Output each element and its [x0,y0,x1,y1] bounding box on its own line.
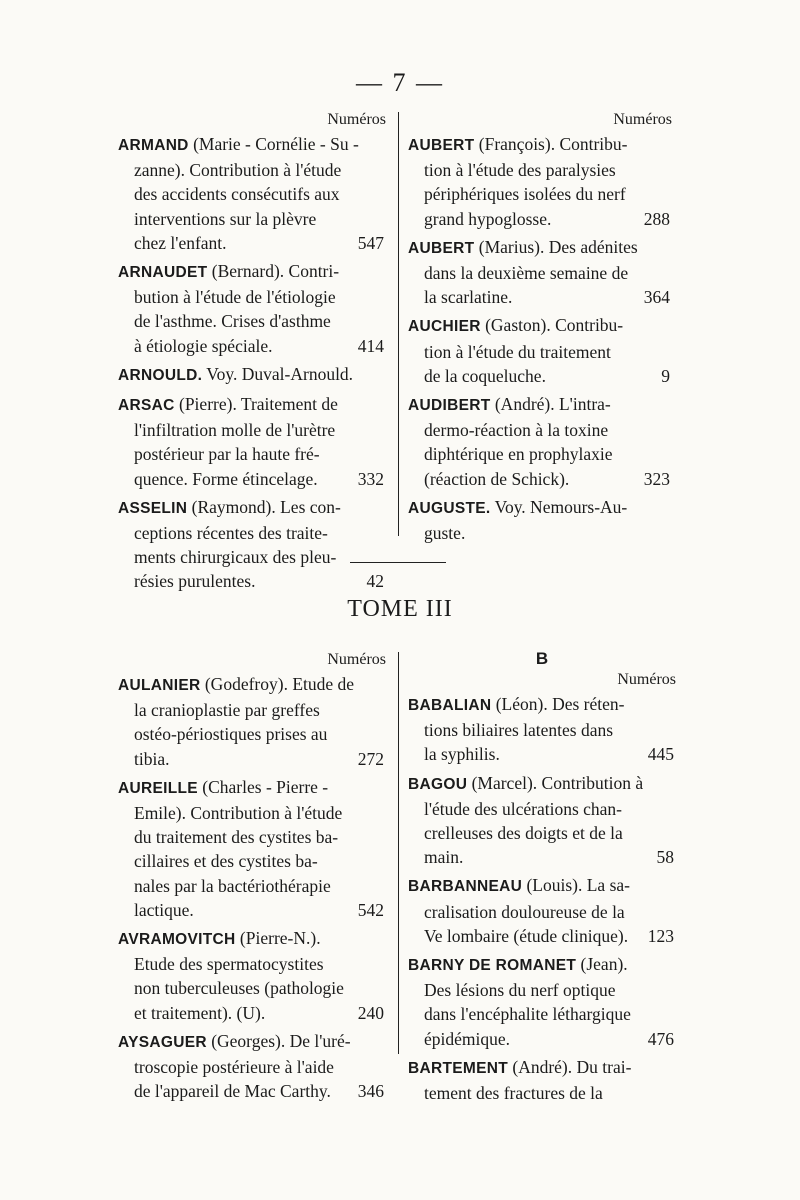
index-entry [408,313,672,388]
entry-text-fragment: quence. Forme étincelage. [134,468,318,489]
entry-line [408,285,672,309]
entry-text-fragment: la cranioplastie par greffes [134,700,320,721]
entry-text-fragment: (André). Du trai- [512,1056,632,1077]
page-number: — 7 — [356,68,444,97]
entry-text [424,285,512,309]
section-letter: B [535,649,549,668]
entry-text-fragment: de l'asthme. Crises d'asthme [134,311,331,332]
entry-text [134,184,340,204]
entry-text [408,497,627,517]
thesis-number: 288 [643,208,670,229]
entry-text-fragment: de l'appareil de Mac Carthy. [134,1081,331,1102]
entry-text [134,827,338,847]
author-name: BAGOU [408,775,468,793]
entry-line [118,392,386,418]
column-header: Numéros [327,651,386,668]
entry-text [134,209,316,229]
entry-text [424,980,616,1000]
entry-text [118,928,321,948]
entry-text [424,845,463,869]
entry-text [424,720,613,740]
entry-text-fragment: bution à l'étude de l'étiologie [134,287,336,308]
entry-text-fragment: (Bernard). Contri- [211,261,340,282]
entry-line [408,742,676,766]
entry-text-fragment: tion à l'étude du traitement [424,341,611,362]
entry-text-fragment: ments chirurgicaux des pleu- [134,547,337,568]
entry-text [118,261,339,281]
entry-text-fragment: dans l'encéphalite léthargique [424,1004,631,1025]
entry-text [424,1081,603,1105]
entry-line [118,698,386,722]
entry-text [408,134,628,154]
entry-line [408,952,676,978]
entry-line [408,1055,676,1081]
entry-text-fragment: (Charles - Pierre - [202,776,329,797]
entry-text-fragment: dermo-réaction à la toxine [424,420,609,441]
entry-text-fragment: périphériques isolées du nerf [424,184,626,205]
entry-line [408,692,676,718]
index-entry [118,362,386,388]
entry-line [118,825,386,849]
entry-line [408,340,672,364]
top-column-divider [398,112,399,536]
index-entry [408,1055,676,1105]
entry-text [134,287,336,307]
entry-text-fragment: Etude des spermatocystites [134,954,324,975]
entry-line [118,182,386,206]
entry-text [118,134,359,154]
entry-text [424,420,608,440]
entry-line [408,158,672,182]
thesis-number: 445 [647,744,674,765]
entry-line [118,569,386,593]
entry-text [424,742,500,766]
entry-text [408,394,611,414]
entry-text-fragment: l'infiltration molle de l'urètre [134,420,336,441]
thesis-number: 332 [357,468,384,489]
section-rule [350,562,446,563]
entry-line [118,467,386,491]
entry-text [424,263,628,283]
entry-line [118,952,386,976]
column-header: Numéros [613,111,672,128]
author-name: ARSAC [118,397,175,415]
entry-text-fragment: crelleuses des doigts et de la [424,823,623,844]
entry-text [424,467,569,491]
thesis-number: 414 [357,335,384,356]
entry-text [408,315,623,335]
entry-text [134,569,256,593]
author-name: ASSELIN [118,499,188,517]
entry-line [118,747,386,771]
thesis-number: 42 [366,571,384,592]
entry-text-fragment: (Louis). La sa- [526,875,630,896]
entry-text-fragment: (Léon). Des réten- [495,694,625,714]
author-name: BARNY DE ROMANET [408,957,577,975]
index-entry [408,952,676,1051]
entry-text-fragment: (Marcel). Contribution à [471,772,644,793]
index-entry [118,775,386,922]
entry-text-fragment: ceptions récentes des traite- [134,523,328,544]
column-header: Numéros [617,671,676,688]
entry-line [118,231,386,255]
entry-line [408,1081,676,1105]
entry-line [118,132,386,158]
top-left-column [118,110,386,598]
entry-text-fragment: tibia. [134,748,170,769]
entry-line [118,1055,386,1079]
entry-text-fragment: (Pierre). Traitement de [179,394,338,415]
entry-text [134,898,194,922]
entry-line [118,418,386,442]
author-name: BARTEMENT [408,1059,508,1077]
entry-text-fragment: (Marie - Cornélie - Su - [193,134,359,154]
entry-line [118,874,386,898]
entry-line [118,334,386,358]
entry-text-fragment: Emile). Contribution à l'étude [134,803,343,824]
entry-text [424,1027,510,1051]
entry-text [134,851,318,871]
entry-text-fragment: à étiologie spéciale. [134,335,273,356]
author-name: ARNOULD. [118,366,203,384]
entry-line [118,259,386,285]
entry-text [118,674,354,694]
entry-text [424,342,611,362]
entry-line [118,1079,386,1103]
entry-line [408,1002,676,1026]
entry-line [408,364,672,388]
entry-text-fragment: de la coqueluche. [424,365,546,386]
entry-text-fragment: la scarlatine. [424,287,513,308]
thesis-number: 476 [647,1028,674,1049]
index-entry [118,132,386,255]
entry-text [134,1001,265,1025]
entry-text [424,160,616,180]
entry-text [424,184,626,204]
entry-text [134,523,328,543]
entry-text [134,311,331,331]
entry-line [118,849,386,873]
entry-text [134,747,169,771]
entry-text [408,875,630,895]
entry-text-fragment: dans la deuxième semaine de [424,263,629,284]
entry-line [408,821,676,845]
index-entry [118,392,386,491]
entry-text [134,954,324,974]
index-entry [408,392,672,491]
entry-text-fragment: main. [424,847,464,868]
entry-text-fragment: lactique. [134,899,194,920]
entry-text [134,231,227,255]
entry-line [408,207,672,231]
author-name: AYSAGUER [118,1033,207,1051]
thesis-number: 323 [643,468,670,489]
entry-text [118,1031,351,1051]
entry-text [424,1004,631,1024]
author-name: BARBANNEAU [408,878,523,896]
entry-text [424,444,613,464]
entry-text [134,876,331,896]
index-entry [118,672,386,771]
entry-text [424,521,465,545]
entry-text [134,547,336,567]
entry-line [118,801,386,825]
entry-text-fragment: tement des fractures de la [424,1083,603,1104]
bottom-column-divider [398,652,399,1054]
entry-text-fragment: et traitement). (U). [134,1002,266,1023]
entry-text-fragment: guste. [424,523,466,544]
entry-line [408,442,672,466]
entry-line [118,285,386,309]
index-entry [408,495,672,545]
entry-text [424,902,625,922]
entry-text-fragment: du traitement des cystites ba- [134,827,339,848]
entry-text-fragment: (Raymond). Les con- [191,496,341,517]
entry-text-fragment: la syphilis. [424,744,500,765]
author-name: ARNAUDET [118,264,208,282]
entry-line [118,1001,386,1025]
entry-text-fragment: (Marius). Des adénites [478,236,638,257]
entry-line [118,545,386,569]
entry-line [118,672,386,698]
entry-text [424,799,622,819]
entry-line [408,313,672,339]
entry-text-fragment: (Georges). De l'uré- [211,1030,351,1051]
entry-line [408,418,672,442]
author-name: AUBERT [408,137,475,154]
entry-line [118,442,386,466]
entry-text [424,924,628,948]
top-right-column [408,110,672,549]
entry-line [408,845,676,869]
author-name: AVRAMOVITCH [118,931,236,949]
entry-text-fragment: (Gaston). Contribu- [485,315,624,336]
entry-text [118,777,328,797]
entry-line [408,718,676,742]
entry-text-fragment: non tuberculeuses (pathologie [134,978,344,999]
entry-text [424,364,546,388]
entry-text-fragment: (réaction de Schick). [424,468,570,489]
entry-line [408,467,672,491]
entry-line [408,521,672,545]
entry-text [134,724,327,744]
entry-text-fragment: des accidents consécutifs aux [134,184,340,205]
entry-text [118,362,353,388]
entry-line [408,495,672,521]
entry-text [134,1057,334,1077]
entry-line [408,261,672,285]
entry-text-fragment: (Jean). [580,954,628,975]
entry-line [408,978,676,1002]
entry-line [408,182,672,206]
index-entry [118,259,386,358]
entry-text [408,773,643,793]
entry-line [118,309,386,333]
entry-text [424,823,623,843]
entry-line [118,158,386,182]
bottom-right-column [408,648,676,1109]
entry-text [134,160,341,180]
thesis-number: 9 [661,365,670,386]
thesis-number: 123 [647,925,674,946]
index-entry [118,926,386,1025]
entry-line [118,722,386,746]
entry-text-fragment: ostéo-périostiques prises au [134,724,328,745]
entry-text-fragment: chez l'enfant. [134,232,227,253]
author-name: AUGUSTE. [408,499,491,517]
entry-text [424,207,551,231]
entry-text-fragment: grand hypoglosse. [424,208,552,229]
entry-line [118,976,386,1000]
thesis-number: 240 [357,1002,384,1023]
index-entry [408,235,672,310]
entry-text [118,497,341,517]
entry-line [408,771,676,797]
entry-text-fragment: postérieur par la haute fré- [134,444,320,465]
entry-line [408,900,676,924]
author-name: AUREILLE [118,779,198,797]
author-name: AUDIBERT [408,397,491,415]
entry-text [408,237,638,257]
author-name: ARMAND [118,137,189,154]
entry-line [408,235,672,261]
author-name: AUBERT [408,239,475,257]
entry-text-fragment: (François). Contribu- [478,134,628,154]
entry-text [408,954,628,974]
entry-text-fragment: (Godefroy). Etude de [204,674,355,694]
entry-text [134,700,320,720]
entry-text-fragment: Voy. Nemours-Au- [494,496,628,517]
entry-line [408,924,676,948]
entry-text-fragment: diphtérique en prophylaxie [424,444,613,465]
entry-text [134,1079,331,1103]
index-entry [408,873,676,948]
entry-text-fragment: interventions sur la plèvre [134,208,317,229]
entry-line [408,797,676,821]
entry-text [408,1057,631,1077]
entry-text-fragment: cralisation douloureuse de la [424,901,625,922]
index-entry [118,495,386,594]
entry-text [134,444,320,464]
entry-text-fragment: (André). L'intra- [494,394,611,415]
author-name: AULANIER [118,677,201,694]
entry-text-fragment: Ve lombaire (étude clinique). [424,925,629,946]
entry-text [134,334,272,358]
entry-text-fragment: troscopie postérieure à l'aide [134,1057,334,1078]
entry-text-fragment: Des lésions du nerf optique [424,980,616,1001]
entry-text-fragment: cillaires et des cystites ba- [134,851,318,872]
entry-line [408,1027,676,1051]
thesis-number: 542 [357,899,384,920]
entry-line [408,392,672,418]
entry-text [408,694,624,714]
thesis-number: 547 [357,232,384,253]
entry-text-fragment: nales par la bactériothérapie [134,875,331,896]
entry-text-fragment: (Pierre-N.). [239,928,321,949]
entry-text-fragment: zanne). Contribution à l'étude [134,160,342,181]
index-entry [408,771,676,870]
thesis-number: 346 [357,1081,384,1102]
entry-line [118,521,386,545]
entry-line [118,207,386,231]
thesis-number: 58 [656,847,674,868]
entry-line [408,132,672,158]
entry-line [118,926,386,952]
index-entry [408,132,672,231]
entry-text-fragment: l'étude des ulcérations chan- [424,798,623,819]
bottom-left-column [118,650,386,1107]
entry-line [118,898,386,922]
thesis-number: 364 [643,287,670,308]
entry-text [134,803,342,823]
entry-line [118,495,386,521]
entry-text [134,420,335,440]
entry-text-fragment: Voy. Duval-Arnould. [206,363,354,384]
entry-text-fragment: résies purulentes. [134,571,256,592]
thesis-number: 272 [357,748,384,769]
author-name: BABALIAN [408,697,492,714]
entry-line [408,873,676,899]
tome-title: TOME III [347,596,453,622]
index-entry [408,692,676,767]
entry-text-fragment: tions biliaires latentes dans [424,720,614,741]
entry-line [118,1029,386,1055]
index-entry [118,1029,386,1104]
entry-text [118,394,338,414]
entry-text [134,978,344,998]
entry-text-fragment: épidémique. [424,1028,511,1049]
author-name: AUCHIER [408,318,481,336]
column-header: Numéros [327,111,386,128]
entry-text [134,467,318,491]
entry-text-fragment: tion à l'étude des paralysies [424,160,616,181]
entry-line [118,362,386,388]
entry-line [118,775,386,801]
